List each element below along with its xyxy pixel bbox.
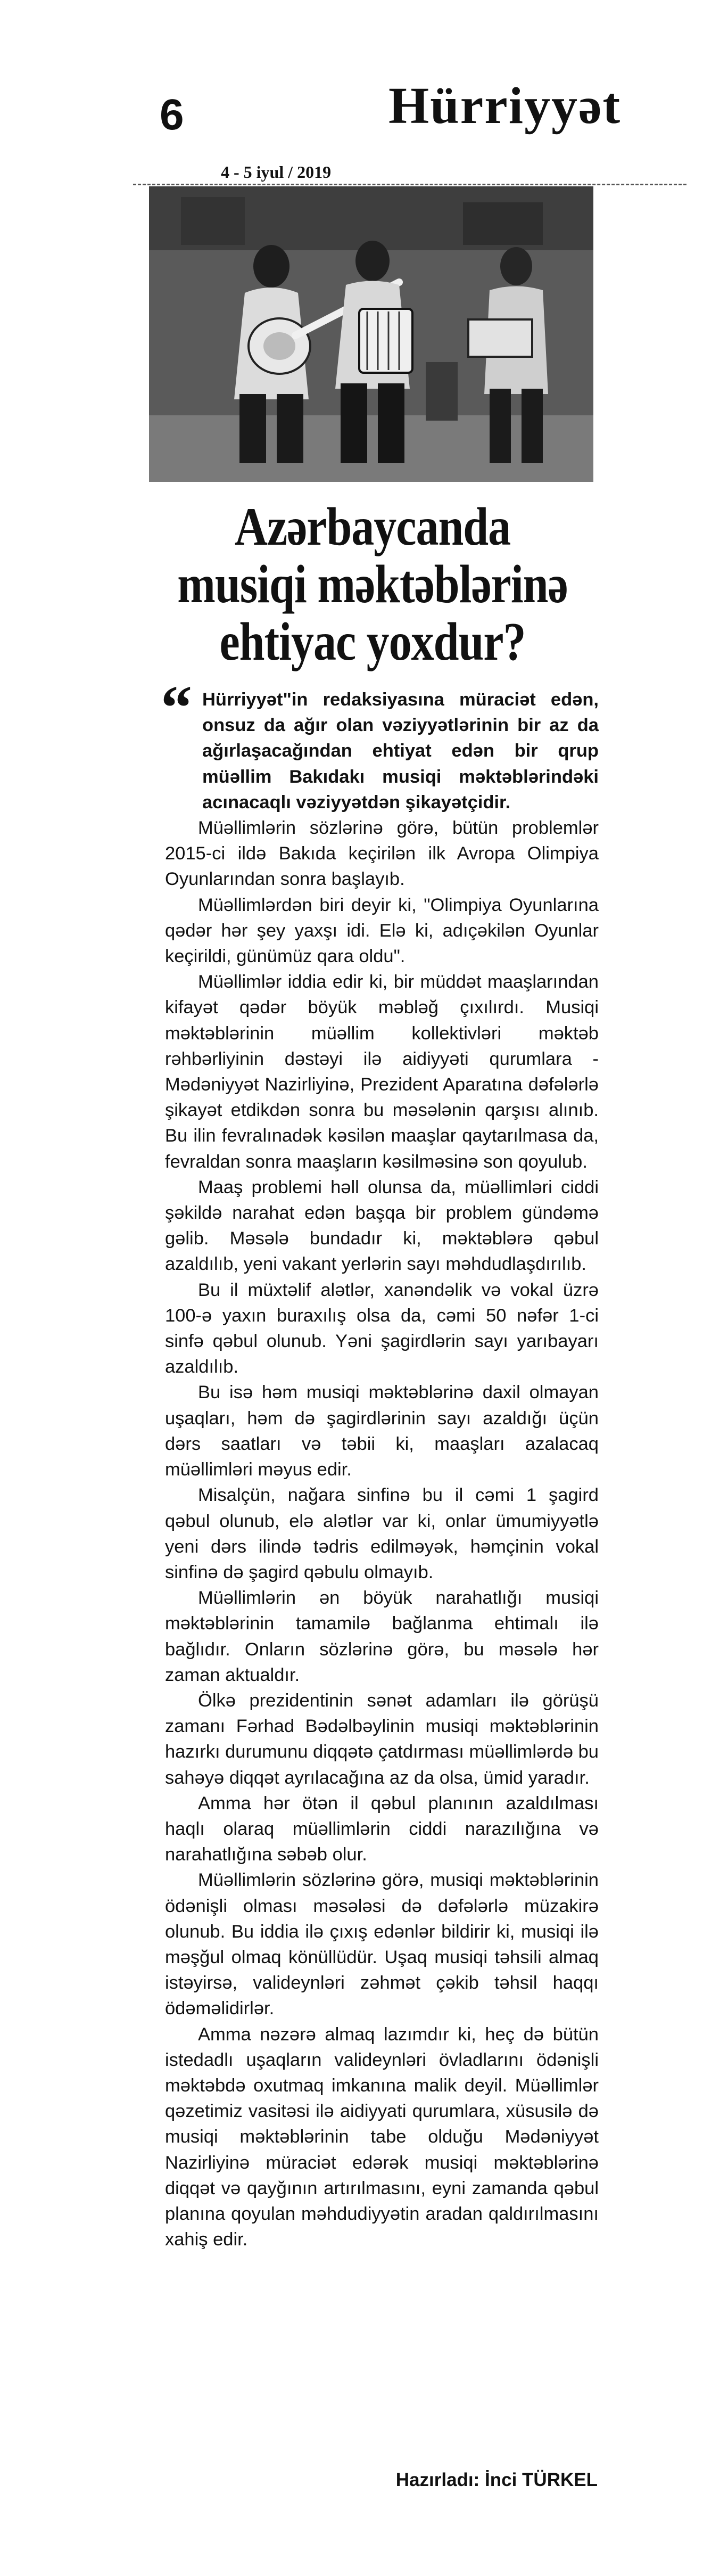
headline-line-1: Azərbaycanda (234, 496, 511, 557)
article-paragraph: Misalçün, nağara sinfinə bu il cəmi 1 şagird qəbul olunub, elə alətlər var ki, onlar ümumiyyətlə yeni dərs ilində tədris edilməyək, həmçinin vokal sinfinə də şagird qəbulu olmayıb. (165, 1485, 599, 1582)
header-divider (133, 184, 686, 185)
issue-date: 4 - 5 iyul / 2019 (221, 162, 332, 182)
newspaper-title: Hürriyyət (388, 77, 622, 135)
article-paragraph: Maaş problemi həll olunsa da, müəllimləri ciddi şəkildə narahat edən başqa bir problem gündəmə gəlib. Məsələ bundadır ki, məktəblərə qəbul azaldılıb, yeni vakant yerlərin sayı məhdudlaşdırılıb. (165, 1177, 599, 1275)
article-paragraph: Müəllimlərin sözlərinə görə, musiqi məktəblərinin ödənişli olması məsələsi də dəfələrlə müzakirə olunub. Bu iddia ilə çıxış edənlər bildirir ki, musiqi ilə məşğul olmaq könüllüdür. Uşaq musiqi təhsili almaq istəyirsə, valideynləri zəhmət çəkib təhsil haqqı ödəməlidirlər. (165, 1870, 599, 2019)
headline-line-2: musiqi məktəblərinə (177, 554, 568, 614)
article-paragraph: Amma hər ötən il qəbul planının azaldılması haqlı olaraq müəllimlərin ciddi narazılığına və narahatlığına səbəb olur. (165, 1793, 599, 1865)
headline-line-3: ehtiyac yoxdur? (219, 611, 526, 672)
article-body (161, 672, 599, 2252)
article-paragraph: Bu isə həm musiqi məktəblərinə daxil olmayan uşaqları, həm də şagirdlərinin sayı azaldığı üçün dərs saatları və təbii ki, maaşları azalacaq müəllimləri məyus edir. (165, 1382, 599, 1480)
article-byline: Hazırladı: İnci TÜRKEL (395, 2470, 598, 2490)
opening-quote-mark: “ (161, 672, 192, 742)
photo-musicians-illustration (149, 186, 593, 482)
article-lead-text: Hürriyyət"in redaksiyasına müraciət edən, onsuz da ağır olan vəziyyətlərinin bir az da ağırlaşacağından ehtiyat edən bir qrup müəllim Bakıdakı musiqi məktəblərindəki acınacaqlı vəziyyətdən şikayətçidir. (202, 690, 599, 813)
article-paragraph: Müəllimlər iddia edir ki, bir müddət maaşlarından kifayət qədər böyük məbləğ çıxılırdı. Musiqi məktəblərinin müəllim kollektivləri məktəb rəhbərliyinin dəstəyi ilə aidiyyəti qurumlara - Mədəniyyət Nazirliyinə, Prezident Aparatına dəfələrlə şikayət etdikdən sonra bu məsələnin qarşısı alınıb. Bu ilin fevralınadək kəsilən maaşlar qaytarılmasa da, fevraldan sonra maaşların kəsilməsinə son qoyulub. (165, 972, 599, 1172)
article-headline (133, 498, 612, 670)
article-paragraph: Bu il müxtəlif alətlər, xanəndəlik və vokal üzrə 100-ə yaxın buraxılış olsa da, cəmi 50 nəfər 1-ci sinfə qəbul olunub. Yəni şagirdlərin sayı yarıbayarı azaldılıb. (165, 1279, 599, 1377)
article-paragraph: Amma nəzərə almaq lazımdır ki, heç də bütün istedadlı uşaqların valideynləri övladlarını ödənişli məktəbdə oxutmaq imkanına malik deyil. Müəllimlər qəzetimiz vasitəsi ilə aidiyyati qurumlara, xüsusilə də musiqi məktəblərinin tabe olduğu Mədəniyyət Nazirliyinə müraciət edərək musiqi məktəblərinə diqqət və qayğının artırılmasını, eyni zamanda qəbul planına qoyulan məhdudiyyətin aradan qaldırılmasını xahiş edir. (165, 2024, 599, 2250)
page-number: 6 (160, 91, 184, 139)
article-paragraph: Müəllimlərdən biri deyir ki, "Olimpiya Oyunlarına qədər hər şey yaxşı idi. Elə ki, adıçəkilən Oyunlar keçirildi, günümüz qara oldu". (165, 895, 599, 967)
article-paragraph: Müəllimlərin sözlərinə görə, bütün problemlər 2015-ci ildə Bakıda keçirilən ilk Avropa Olimpiya Oyunlarından sonra başlayıb. (165, 818, 599, 890)
article-lead (161, 672, 599, 815)
article-paragraph: Ölkə prezidentinin sənət adamları ilə görüşü zamanı Fərhad Bədəlbəylinin musiqi məktəblərinin hazırkı durumunu diqqətə çatdırması müəllimlərdə bu sahəyə diqqət ayrılacağına az da olsa, ümid yaradır. (165, 1690, 599, 1788)
article-photo (149, 186, 593, 482)
article-paragraph: Müəllimlərin ən böyük narahatlığı musiqi məktəblərinin tamamilə bağlanma ehtimalı ilə bağlıdır. Onların sözlərinə görə, bu məsələ hər zaman aktualdır. (165, 1588, 599, 1685)
